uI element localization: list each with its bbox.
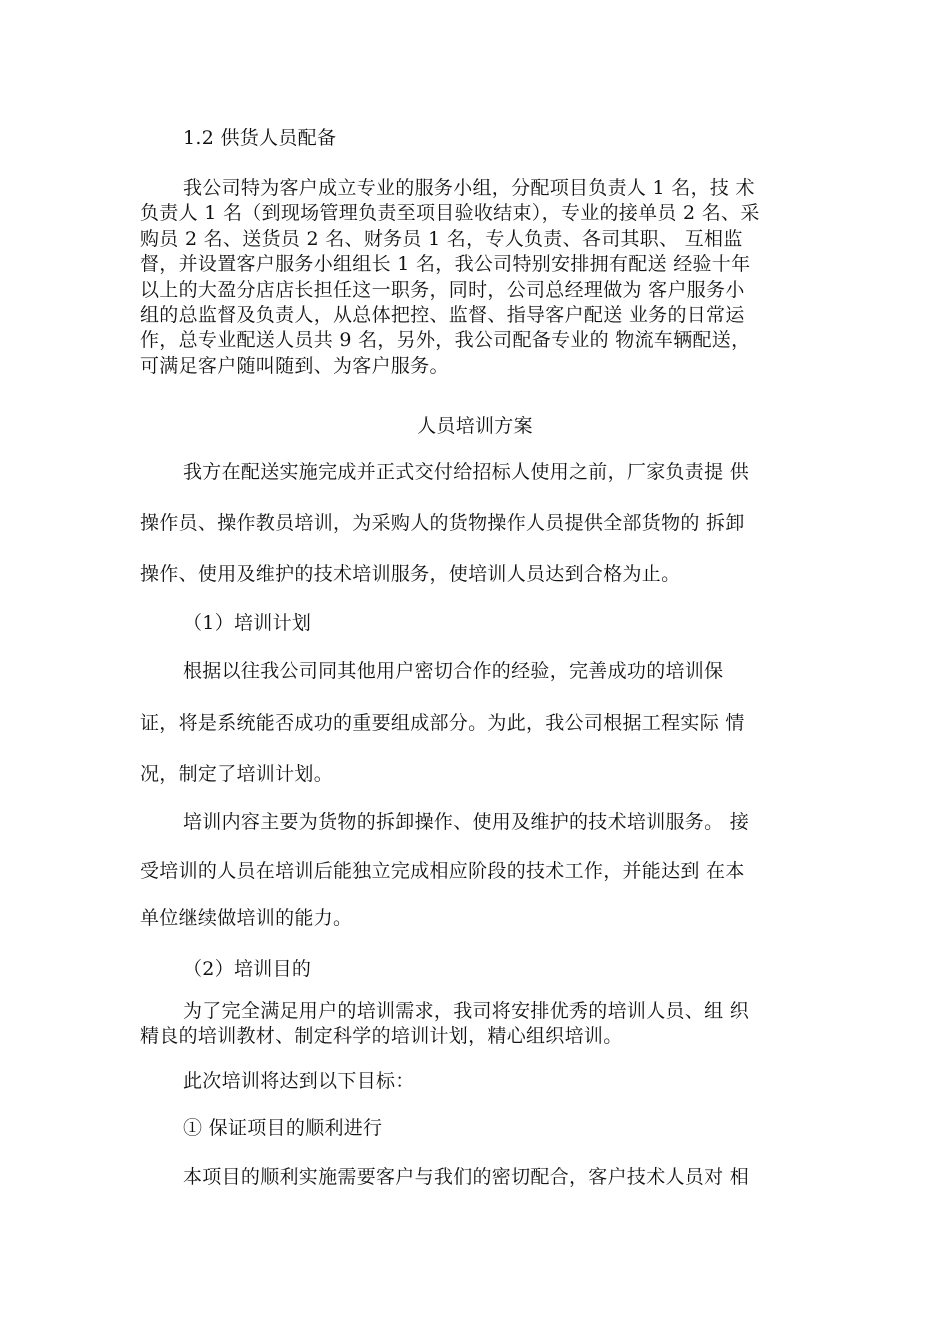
- para5-line-1: 为了完全满足用户的培训需求，我司将安排优秀的培训人员、组 织: [183, 1000, 750, 1022]
- para3-line-3: 况，制定了培训计划。: [140, 763, 334, 785]
- subheading-training-purpose: （2）培训目的: [183, 958, 312, 980]
- para6: 此次培训将达到以下目标：: [183, 1070, 415, 1092]
- para1-line-8: 可满足客户随叫随到、为客户服务。: [140, 355, 449, 377]
- para1-line-5: 以上的大盈分店店长担任这一职务，同时，公司总经理做为 客户服务小: [140, 279, 745, 301]
- para2-line-1: 我方在配送实施完成并正式交付给招标人使用之前，厂家负责提 供: [183, 461, 750, 483]
- para1-line-6: 组的总监督及负责人，从总体把控、监督、指导客户配送 业务的日常运: [140, 304, 745, 326]
- para2-line-2: 操作员、操作教员培训，为采购人的货物操作人员提供全部货物的 拆卸: [140, 512, 745, 534]
- para4-line-3: 单位继续做培训的能力。: [140, 907, 353, 929]
- para1-line-2: 负责人 1 名（到现场管理负责至项目验收结束），专业的接单员 2 名、采: [140, 202, 760, 224]
- para5-line-2: 精良的培训教材、制定科学的培训计划，精心组织培训。: [140, 1025, 623, 1047]
- para4-line-2: 受培训的人员在培训后能独立完成相应阶段的技术工作，并能达到 在本: [140, 860, 745, 882]
- section-heading: 1.2 供货人员配备: [183, 127, 337, 149]
- para1-line-7: 作，总专业配送人员共 9 名，另外，我公司配备专业的 物流车辆配送，: [140, 329, 751, 351]
- para1-line-3: 购员 2 名、送货员 2 名、财务员 1 名，专人负责、各司其职、 互相监: [140, 228, 743, 250]
- para2-line-3: 操作、使用及维护的技术培训服务，使培训人员达到合格为止。: [140, 563, 681, 585]
- subheading-training-plan: （1）培训计划: [183, 612, 312, 634]
- para7-line-1: 本项目的顺利实施需要客户与我们的密切配合，客户技术人员对 相: [183, 1166, 750, 1188]
- para3-line-2: 证，将是系统能否成功的重要组成部分。为此，我公司根据工程实际 情: [140, 712, 745, 734]
- para1-line-4: 督，并设置客户服务小组组长 1 名，我公司特别安排拥有配送 经验十年: [140, 253, 751, 275]
- goal-item-1: ① 保证项目的顺利进行: [183, 1117, 383, 1139]
- para3-line-1: 根据以往我公司同其他用户密切合作的经验，完善成功的培训保: [183, 660, 724, 682]
- para4-line-1: 培训内容主要为货物的拆卸操作、使用及维护的技术培训服务。 接: [183, 811, 750, 833]
- para1-line-1: 我公司特为客户成立专业的服务小组，分配项目负责人 1 名，技 术: [183, 177, 755, 199]
- training-title: 人员培训方案: [417, 415, 533, 437]
